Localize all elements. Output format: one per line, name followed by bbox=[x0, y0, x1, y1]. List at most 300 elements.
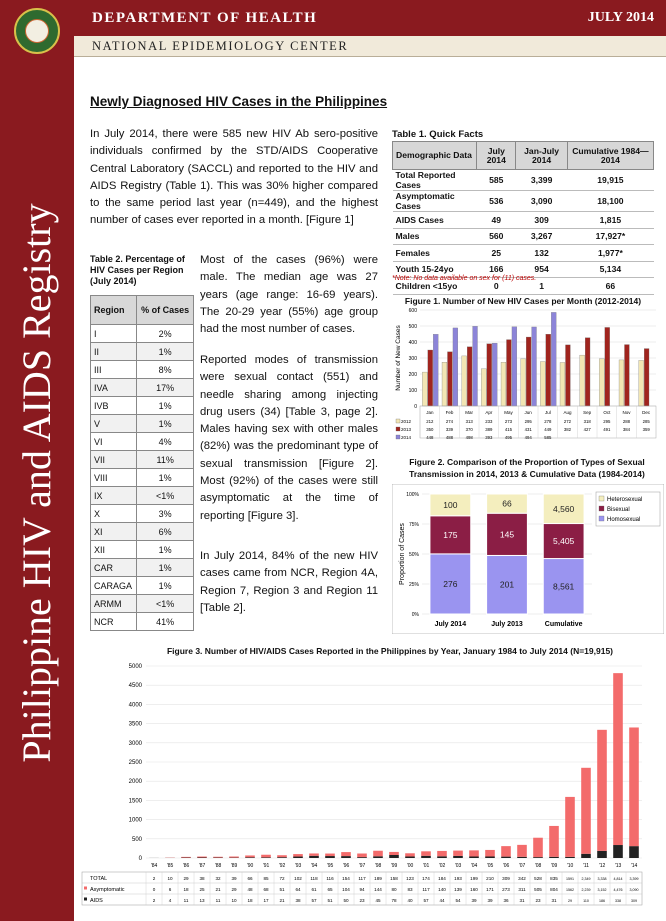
bar bbox=[599, 359, 604, 406]
legend-swatch bbox=[396, 435, 400, 439]
fact-value: 1,815 bbox=[567, 212, 653, 229]
data-label: 8,561 bbox=[553, 581, 575, 592]
bar bbox=[540, 362, 545, 406]
total-label: 85 bbox=[263, 876, 269, 881]
region-name: IVA bbox=[91, 379, 137, 397]
data-label: 186 bbox=[599, 899, 605, 903]
fact-label: Asymptomatic Cases bbox=[393, 191, 477, 212]
bar-aids bbox=[565, 857, 575, 858]
region-percent: 2% bbox=[137, 325, 194, 343]
data-label: 57 bbox=[423, 898, 429, 903]
legend-swatch bbox=[84, 887, 87, 890]
bar bbox=[462, 356, 467, 406]
region-percent: <1% bbox=[137, 487, 194, 505]
y-tick-label: 4500 bbox=[128, 683, 142, 690]
x-tick-label: Feb bbox=[445, 410, 454, 415]
data-label: 18 bbox=[247, 898, 253, 903]
fact-value: 560 bbox=[477, 228, 516, 245]
x-tick-label: '09 bbox=[550, 863, 558, 869]
region-percent: 3% bbox=[137, 505, 194, 523]
region-name: VI bbox=[91, 433, 137, 451]
data-label: 338 bbox=[615, 899, 621, 903]
region-table bbox=[90, 295, 194, 631]
data-label: 2,239 bbox=[581, 888, 591, 892]
region-name: VII bbox=[91, 451, 137, 469]
total-label: 118 bbox=[310, 876, 318, 881]
table-row bbox=[393, 212, 654, 229]
data-label: 57 bbox=[311, 898, 317, 903]
figure3-title: Figure 3. Number of HIV/AIDS Cases Reported in the Philippines by Year, January 1984 to July 2014 (N=19,915) bbox=[166, 646, 614, 656]
x-tick-label: July 2013 bbox=[491, 621, 523, 628]
registry-vertical-title: Philippine HIV and AIDS Registry bbox=[14, 203, 59, 763]
table-row bbox=[91, 451, 194, 469]
data-label: 804 bbox=[550, 887, 558, 892]
data-label: 350 bbox=[426, 427, 434, 432]
fact-value: 25 bbox=[477, 245, 516, 262]
bar bbox=[546, 334, 551, 406]
table-row bbox=[393, 170, 654, 191]
bar-asymptomatic bbox=[309, 853, 319, 855]
data-label: 212 bbox=[426, 419, 434, 424]
bar bbox=[473, 326, 478, 406]
region-percent: 1% bbox=[137, 343, 194, 361]
data-label: 175 bbox=[443, 529, 458, 540]
data-label: 23 bbox=[359, 898, 365, 903]
bar-asymptomatic bbox=[245, 855, 255, 857]
total-label: 38 bbox=[199, 876, 205, 881]
x-tick-label: '07 bbox=[518, 863, 526, 869]
data-label: 201 bbox=[499, 579, 515, 590]
quick-facts-table bbox=[392, 141, 654, 295]
total-label: 342 bbox=[518, 876, 526, 881]
figure3-chart bbox=[80, 658, 666, 916]
data-label: 427 bbox=[583, 427, 591, 432]
x-tick-label: '06 bbox=[502, 863, 510, 869]
bar-asymptomatic bbox=[357, 854, 367, 858]
data-label: 83 bbox=[407, 887, 413, 892]
total-label: 116 bbox=[326, 876, 334, 881]
data-label: 29 bbox=[231, 887, 237, 892]
total-label: 117 bbox=[358, 876, 366, 881]
x-tick-label: '94 bbox=[310, 863, 318, 869]
data-label: 31 bbox=[519, 898, 525, 903]
fact-value: 1 bbox=[516, 278, 567, 295]
y-tick-label: 2500 bbox=[128, 760, 142, 766]
data-label: 274 bbox=[445, 419, 454, 424]
data-label: 10 bbox=[231, 898, 237, 903]
figure2-chart bbox=[392, 484, 664, 634]
bar bbox=[428, 350, 433, 406]
figure1-chart bbox=[392, 306, 662, 450]
region-percent: 4% bbox=[137, 433, 194, 451]
data-label: 311 bbox=[518, 887, 526, 892]
y-tick-label: 3500 bbox=[128, 721, 142, 728]
x-tick-label: '96 bbox=[342, 863, 350, 869]
region-percent: 41% bbox=[137, 613, 194, 631]
region-percent: <1% bbox=[137, 595, 194, 613]
bar-aids bbox=[325, 856, 335, 858]
table-row bbox=[393, 228, 654, 245]
data-label: 318 bbox=[583, 419, 591, 424]
bar bbox=[453, 328, 458, 406]
bar bbox=[532, 327, 537, 406]
bar-aids bbox=[245, 857, 255, 858]
bar-aids bbox=[421, 856, 431, 858]
table-row bbox=[91, 595, 194, 613]
x-tick-label: '02 bbox=[438, 863, 446, 869]
bar-asymptomatic bbox=[517, 845, 527, 857]
data-label: 61 bbox=[311, 887, 317, 892]
x-tick-label: '90 bbox=[246, 863, 254, 869]
bar bbox=[487, 344, 492, 406]
x-tick-label: '92 bbox=[278, 863, 286, 869]
region-name: CARAGA bbox=[91, 577, 137, 595]
table-row bbox=[91, 577, 194, 595]
data-label: 4 bbox=[168, 898, 172, 903]
legend-swatch bbox=[396, 427, 400, 431]
bar-asymptomatic bbox=[629, 727, 639, 846]
data-label: 273 bbox=[502, 887, 510, 892]
x-tick-label: '89 bbox=[230, 863, 238, 869]
legend-label: Bisexual bbox=[607, 507, 630, 513]
row-label: Asymptomatic bbox=[90, 887, 125, 893]
bar bbox=[521, 359, 526, 406]
data-label: 13 bbox=[199, 898, 205, 903]
bar-asymptomatic bbox=[597, 730, 607, 851]
x-tick-label: '99 bbox=[390, 863, 398, 869]
data-label: 104 bbox=[342, 887, 350, 892]
total-label: 2,349 bbox=[581, 877, 591, 881]
region-percent: 8% bbox=[137, 361, 194, 379]
figure1-title: Figure 1. Number of New HIV Cases per Month (2012-2014) bbox=[404, 296, 642, 306]
x-tick-label: '88 bbox=[214, 863, 222, 869]
legend-label: 2014 bbox=[401, 435, 412, 440]
table-row bbox=[91, 433, 194, 451]
bar-aids bbox=[613, 845, 623, 858]
data-label: 94 bbox=[359, 887, 365, 892]
bar-aids bbox=[261, 857, 271, 858]
y-tick-label: 300 bbox=[408, 356, 417, 362]
data-label: 339 bbox=[445, 427, 454, 432]
fact-value: 49 bbox=[477, 212, 516, 229]
table-row bbox=[91, 505, 194, 523]
data-label: 272 bbox=[563, 419, 572, 424]
region-name: ARMM bbox=[91, 595, 137, 613]
data-label: 45 bbox=[375, 898, 381, 903]
region-percent: 1% bbox=[137, 577, 194, 595]
total-label: 72 bbox=[279, 876, 285, 881]
bar-aids bbox=[405, 856, 415, 858]
table-row bbox=[91, 397, 194, 415]
legend-swatch bbox=[599, 496, 604, 501]
table-row bbox=[91, 523, 194, 541]
y-tick-label: 200 bbox=[408, 372, 417, 378]
bar-asymptomatic bbox=[389, 852, 399, 855]
data-label: 494 bbox=[524, 435, 532, 440]
y-tick-label: 600 bbox=[408, 308, 417, 314]
total-label: 184 bbox=[438, 876, 446, 881]
y-tick-label: 4000 bbox=[128, 702, 142, 709]
fact-label: Total Reported Cases bbox=[393, 170, 477, 191]
bar bbox=[481, 369, 486, 406]
data-label: 495 bbox=[504, 435, 513, 440]
bar-asymptomatic bbox=[549, 826, 559, 857]
fact-value: 536 bbox=[477, 191, 516, 212]
data-label: 233 bbox=[485, 419, 493, 424]
data-label: 44 bbox=[439, 898, 445, 903]
total-label: 158 bbox=[390, 876, 398, 881]
x-tick-label: '85 bbox=[166, 863, 174, 869]
fact-value: 5,134 bbox=[567, 261, 653, 278]
region-percent: 1% bbox=[137, 469, 194, 487]
y-tick-label: 2000 bbox=[128, 779, 142, 786]
fact-label: Children <15yo bbox=[393, 278, 477, 295]
total-label: 102 bbox=[294, 876, 302, 881]
bar-asymptomatic bbox=[501, 846, 511, 856]
bar bbox=[492, 343, 497, 406]
data-label: 64 bbox=[295, 887, 301, 892]
data-label: 78 bbox=[391, 898, 397, 903]
issue-date: JULY 2014 bbox=[587, 10, 654, 25]
data-label: 295 bbox=[524, 419, 532, 424]
x-tick-label: Mar bbox=[465, 410, 474, 415]
data-label: 449 bbox=[544, 427, 552, 432]
legend-swatch bbox=[599, 506, 604, 511]
data-label: 505 bbox=[534, 887, 542, 892]
bar bbox=[560, 362, 565, 406]
x-tick-label: Sep bbox=[583, 410, 592, 415]
y-tick-label: 100% bbox=[406, 492, 419, 498]
x-tick-label: '03 bbox=[454, 863, 462, 869]
table1-header: Cumulative 1984—2014 bbox=[567, 142, 653, 170]
data-label: 160 bbox=[470, 887, 478, 892]
data-label: 21 bbox=[279, 898, 285, 903]
x-tick-label: '08 bbox=[534, 863, 542, 869]
y-tick-label: 50% bbox=[408, 552, 419, 558]
table-row bbox=[91, 541, 194, 559]
bar-aids bbox=[357, 857, 367, 858]
bar bbox=[644, 349, 649, 406]
table1-header: July 2014 bbox=[477, 142, 516, 170]
table1-note: *Note: No data available on sex for (11) cases. bbox=[392, 275, 537, 282]
region-name: I bbox=[91, 325, 137, 343]
bar-aids bbox=[485, 857, 495, 858]
row-label: TOTAL bbox=[90, 876, 108, 882]
doh-seal-logo bbox=[14, 8, 60, 54]
bar-asymptomatic bbox=[613, 673, 623, 845]
data-label: 17 bbox=[263, 898, 269, 903]
total-label: 123 bbox=[406, 876, 414, 881]
data-label: 295 bbox=[603, 419, 611, 424]
data-label: 4,560 bbox=[553, 503, 575, 514]
bar-aids bbox=[277, 857, 287, 858]
region-name: V bbox=[91, 415, 137, 433]
body-paragraph-3: Reported modes of transmission were sexual contact (551) and needle sharing among injecting drug users (34) [Table 3, page 2]. Males having sex with other males (82%) was the predominant type of sexual transmission [Figure 2]. Most (92%) of the cases were still asymptomatic at the time of reporting [Figure 3]. bbox=[200, 354, 378, 522]
total-label: 39 bbox=[231, 876, 237, 881]
total-label: 210 bbox=[486, 876, 494, 881]
data-label: 36 bbox=[503, 898, 509, 903]
fact-label: AIDS Cases bbox=[393, 212, 477, 229]
bar-asymptomatic bbox=[453, 851, 463, 856]
total-label: 66 bbox=[247, 876, 253, 881]
data-label: 382 bbox=[563, 427, 572, 432]
bar bbox=[551, 312, 556, 406]
data-label: 11 bbox=[215, 898, 221, 903]
region-name: III bbox=[91, 361, 137, 379]
data-label: 117 bbox=[422, 887, 430, 892]
data-label: 11 bbox=[183, 898, 189, 903]
data-label: 38 bbox=[295, 898, 301, 903]
fact-value: 309 bbox=[516, 212, 567, 229]
data-label: 1562 bbox=[566, 888, 574, 892]
y-axis-label: Proportion of Cases bbox=[399, 523, 406, 585]
bar-aids bbox=[389, 855, 399, 858]
department-title: DEPARTMENT OF HEALTH bbox=[92, 10, 318, 26]
total-label: 32 bbox=[215, 876, 221, 881]
legend-swatch bbox=[396, 419, 400, 423]
region-percent: 1% bbox=[137, 559, 194, 577]
data-label: 100 bbox=[443, 499, 458, 510]
bar-aids bbox=[501, 857, 511, 858]
table-row bbox=[393, 191, 654, 212]
region-percent: 1% bbox=[137, 541, 194, 559]
bar-aids bbox=[533, 857, 543, 858]
data-label: 278 bbox=[544, 419, 552, 424]
total-label: 1591 bbox=[566, 877, 574, 881]
x-tick-label: Dec bbox=[642, 410, 651, 415]
x-tick-label: Oct bbox=[603, 410, 611, 415]
data-label: 23 bbox=[535, 898, 541, 903]
total-label: 193 bbox=[454, 876, 462, 881]
fact-label: Females bbox=[393, 245, 477, 262]
fact-value: 1,977* bbox=[567, 245, 653, 262]
region-percent: 11% bbox=[137, 451, 194, 469]
y-tick-label: 0 bbox=[138, 856, 142, 862]
bar-asymptomatic bbox=[421, 851, 431, 855]
bar-asymptomatic bbox=[181, 857, 191, 858]
x-tick-label: '13 bbox=[614, 863, 622, 869]
region-name: VIII bbox=[91, 469, 137, 487]
bar-aids bbox=[549, 857, 559, 858]
bar-asymptomatic bbox=[325, 854, 335, 856]
bar-aids bbox=[453, 856, 463, 858]
data-label: 139 bbox=[454, 887, 462, 892]
fact-value: 19,915 bbox=[567, 170, 653, 191]
data-label: 48 bbox=[247, 887, 253, 892]
data-label: 66 bbox=[502, 498, 512, 509]
x-tick-label: Jun bbox=[524, 410, 532, 415]
fact-value: 954 bbox=[516, 261, 567, 278]
bar-aids bbox=[437, 856, 447, 858]
x-tick-label: Jul bbox=[544, 410, 551, 415]
data-label: 51 bbox=[279, 887, 285, 892]
bar-asymptomatic bbox=[485, 850, 495, 857]
x-tick-label: '00 bbox=[406, 863, 414, 869]
data-label: 18 bbox=[183, 887, 189, 892]
data-label: 145 bbox=[499, 529, 515, 540]
y-tick-label: 100 bbox=[408, 388, 417, 394]
bar-asymptomatic bbox=[229, 857, 239, 858]
y-tick-label: 75% bbox=[408, 522, 419, 528]
bar bbox=[639, 360, 644, 406]
row-label: AIDS bbox=[90, 898, 103, 904]
data-label: 0 bbox=[152, 887, 156, 892]
table-row bbox=[91, 343, 194, 361]
data-label: 3,152 bbox=[597, 888, 607, 892]
y-tick-label: 1500 bbox=[128, 798, 142, 805]
legend-label: 2013 bbox=[401, 427, 412, 432]
fact-value: 3,090 bbox=[516, 191, 567, 212]
total-label: 835 bbox=[550, 876, 558, 881]
data-label: 2 bbox=[152, 898, 156, 903]
bar-asymptomatic bbox=[533, 838, 543, 857]
table-row bbox=[91, 559, 194, 577]
bar-aids bbox=[597, 851, 607, 858]
x-tick-label: '12 bbox=[598, 863, 606, 869]
fact-value: 166 bbox=[477, 261, 516, 278]
data-label: 5,405 bbox=[553, 536, 575, 547]
table-row bbox=[393, 245, 654, 262]
fact-value: 3,267 bbox=[516, 228, 567, 245]
x-tick-label: Aug bbox=[563, 410, 572, 415]
data-label: 50 bbox=[343, 898, 349, 903]
fact-label: Youth 15-24yo bbox=[393, 261, 477, 278]
y-tick-label: 1000 bbox=[128, 817, 142, 824]
bar bbox=[447, 352, 452, 406]
data-label: 3,090 bbox=[629, 888, 639, 892]
table2-header: Region bbox=[91, 296, 137, 325]
total-label: 189 bbox=[374, 876, 382, 881]
total-label: 3,338 bbox=[597, 877, 607, 881]
x-tick-label: '14 bbox=[630, 863, 638, 869]
data-label: 431 bbox=[524, 427, 532, 432]
data-label: 288 bbox=[622, 419, 631, 424]
data-label: 21 bbox=[215, 887, 221, 892]
bar-asymptomatic bbox=[437, 851, 447, 856]
bar-asymptomatic bbox=[405, 853, 415, 856]
bar-asymptomatic bbox=[213, 857, 223, 858]
data-label: 65 bbox=[327, 887, 333, 892]
region-name: XI bbox=[91, 523, 137, 541]
x-tick-label: '10 bbox=[566, 863, 574, 869]
y-tick-label: 0 bbox=[414, 404, 417, 410]
data-label: 25 bbox=[199, 887, 205, 892]
x-tick-label: Jan bbox=[426, 410, 434, 415]
data-label: 285 bbox=[642, 419, 650, 424]
bar-asymptomatic bbox=[565, 797, 575, 857]
table1-header: Jan-July 2014 bbox=[516, 142, 567, 170]
x-tick-label: '04 bbox=[470, 863, 478, 869]
fact-value: 0 bbox=[477, 278, 516, 295]
x-tick-label: Cumulative bbox=[544, 621, 583, 628]
bar bbox=[565, 345, 570, 406]
region-name: IX bbox=[91, 487, 137, 505]
bar-aids bbox=[469, 857, 479, 858]
bar bbox=[619, 360, 624, 406]
bar bbox=[512, 327, 517, 406]
data-label: 6 bbox=[168, 887, 172, 892]
bar bbox=[501, 362, 506, 406]
region-percent: 1% bbox=[137, 397, 194, 415]
x-tick-label: '05 bbox=[486, 863, 494, 869]
bar-aids bbox=[341, 856, 351, 858]
total-label: 174 bbox=[422, 876, 430, 881]
x-tick-label: '01 bbox=[422, 863, 430, 869]
x-tick-label: '91 bbox=[262, 863, 270, 869]
x-tick-label: '87 bbox=[198, 863, 206, 869]
x-tick-label: '93 bbox=[294, 863, 302, 869]
bar-aids bbox=[373, 856, 383, 858]
